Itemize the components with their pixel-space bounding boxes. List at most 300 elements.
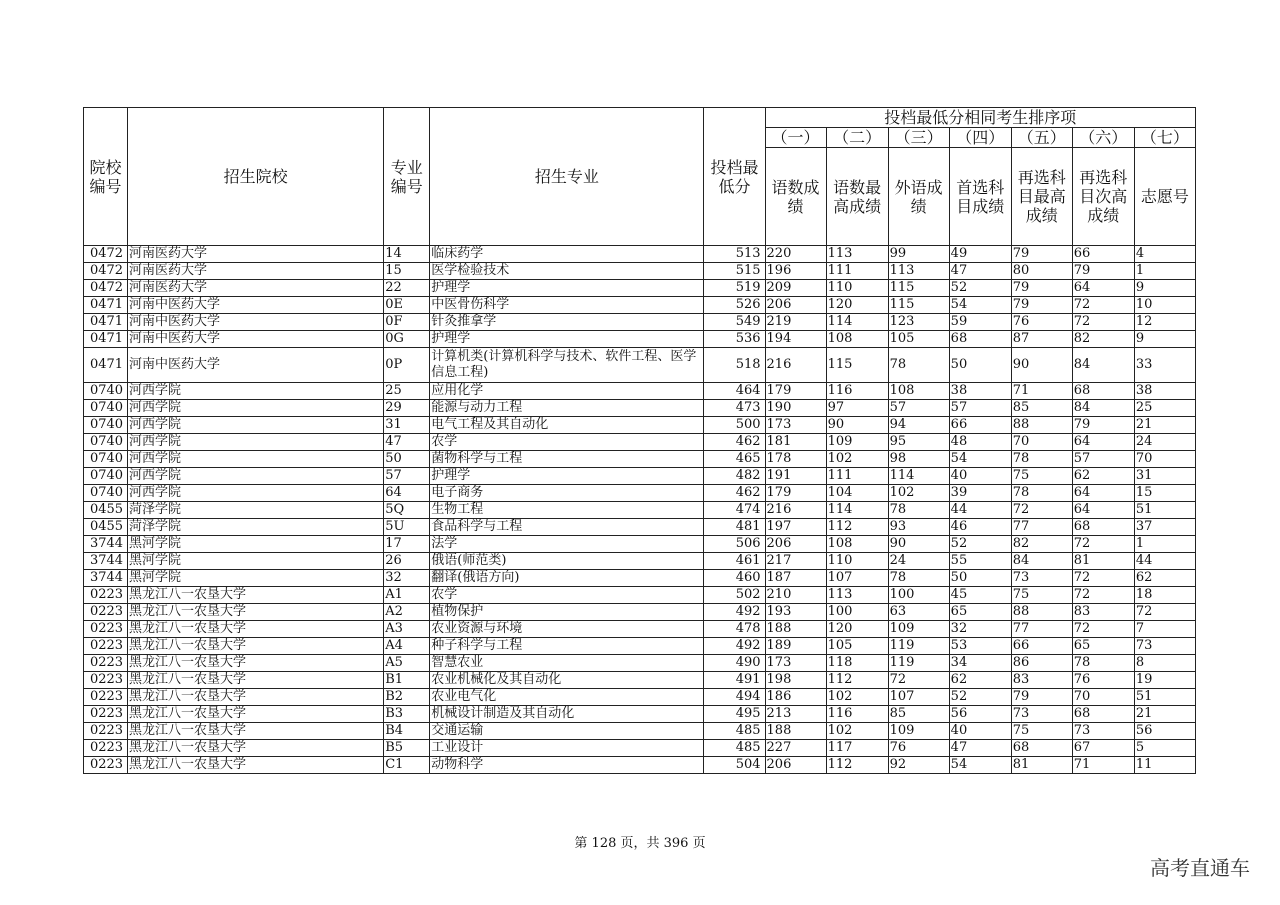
cell-major-name: 生物工程 [430, 502, 704, 519]
cell-major-code: 25 [384, 383, 430, 400]
cell-tie-1: 173 [765, 655, 826, 672]
cell-tie-7: 73 [1134, 638, 1195, 655]
cell-tie-3: 93 [888, 519, 949, 536]
cell-tie-5: 88 [1011, 417, 1072, 434]
cell-tie-4: 40 [949, 723, 1011, 740]
cell-min-score: 502 [704, 587, 765, 604]
cell-tie-4: 52 [949, 689, 1011, 706]
cell-tie-2: 112 [826, 672, 888, 689]
cell-college-code: 0223 [84, 723, 128, 740]
cell-tie-4: 54 [949, 297, 1011, 314]
cell-tie-2: 90 [826, 417, 888, 434]
cell-tie-6: 71 [1072, 757, 1134, 774]
cell-min-score: 464 [704, 383, 765, 400]
cell-tie-1: 186 [765, 689, 826, 706]
table-row [84, 621, 1196, 638]
cell-tie-1: 219 [765, 314, 826, 331]
cell-tie-2: 102 [826, 451, 888, 468]
table-row [84, 451, 1196, 468]
cell-college-name: 黑河学院 [128, 553, 384, 570]
cell-college-code: 0740 [84, 468, 128, 485]
cell-tie-1: 173 [765, 417, 826, 434]
cell-college-code: 0471 [84, 348, 128, 383]
cell-tie-2: 110 [826, 280, 888, 297]
cell-tie-5: 73 [1011, 570, 1072, 587]
table-row [84, 331, 1196, 348]
cell-min-score: 495 [704, 706, 765, 723]
cell-tie-7: 25 [1134, 400, 1195, 417]
table-row [84, 740, 1196, 757]
cell-min-score: 492 [704, 604, 765, 621]
cell-tie-4: 52 [949, 536, 1011, 553]
cell-tie-4: 50 [949, 348, 1011, 383]
cell-tie-1: 179 [765, 485, 826, 502]
table-row [84, 536, 1196, 553]
cell-tie-2: 104 [826, 485, 888, 502]
cell-tie-7: 21 [1134, 417, 1195, 434]
cell-tie-3: 119 [888, 655, 949, 672]
cell-tie-6: 72 [1072, 621, 1134, 638]
cell-major-code: 32 [384, 570, 430, 587]
cell-college-code: 0472 [84, 263, 128, 280]
cell-tie-2: 105 [826, 638, 888, 655]
table-row [84, 400, 1196, 417]
header-tie-label: 再选科目最高成绩 [1011, 148, 1072, 246]
cell-college-name: 河西学院 [128, 468, 384, 485]
cell-major-name: 能源与动力工程 [430, 400, 704, 417]
cell-tie-1: 206 [765, 297, 826, 314]
cell-tie-5: 80 [1011, 263, 1072, 280]
cell-college-code: 3744 [84, 553, 128, 570]
cell-tie-1: 187 [765, 570, 826, 587]
cell-tie-1: 216 [765, 348, 826, 383]
cell-tie-2: 102 [826, 689, 888, 706]
cell-college-code: 3744 [84, 570, 128, 587]
cell-tie-7: 18 [1134, 587, 1195, 604]
watermark: 高考直通车 [1150, 856, 1250, 880]
cell-tie-4: 57 [949, 400, 1011, 417]
cell-major-name: 俄语(师范类) [430, 553, 704, 570]
cell-tie-1: 179 [765, 383, 826, 400]
cell-tie-5: 72 [1011, 502, 1072, 519]
cell-tie-7: 1 [1134, 536, 1195, 553]
cell-college-code: 0223 [84, 621, 128, 638]
cell-tie-5: 75 [1011, 468, 1072, 485]
cell-tie-1: 217 [765, 553, 826, 570]
cell-tie-3: 98 [888, 451, 949, 468]
cell-tie-1: 191 [765, 468, 826, 485]
cell-tie-2: 107 [826, 570, 888, 587]
cell-college-code: 0471 [84, 331, 128, 348]
cell-tie-1: 189 [765, 638, 826, 655]
header-tie-number: （二） [826, 128, 888, 148]
cell-major-name: 农业电气化 [430, 689, 704, 706]
cell-tie-3: 114 [888, 468, 949, 485]
cell-tie-3: 109 [888, 621, 949, 638]
cell-tie-3: 63 [888, 604, 949, 621]
cell-tie-4: 66 [949, 417, 1011, 434]
cell-tie-6: 68 [1072, 519, 1134, 536]
cell-tie-4: 38 [949, 383, 1011, 400]
cell-tie-7: 37 [1134, 519, 1195, 536]
cell-tie-4: 45 [949, 587, 1011, 604]
cell-min-score: 485 [704, 740, 765, 757]
cell-tie-7: 9 [1134, 280, 1195, 297]
cell-min-score: 506 [704, 536, 765, 553]
cell-tie-6: 68 [1072, 706, 1134, 723]
cell-tie-4: 46 [949, 519, 1011, 536]
cell-tie-7: 44 [1134, 553, 1195, 570]
cell-college-name: 黑河学院 [128, 570, 384, 587]
cell-college-code: 0223 [84, 740, 128, 757]
table-row [84, 757, 1196, 774]
cell-tie-1: 194 [765, 331, 826, 348]
cell-tie-7: 1 [1134, 263, 1195, 280]
cell-major-name: 植物保护 [430, 604, 704, 621]
cell-college-name: 河西学院 [128, 383, 384, 400]
cell-tie-5: 70 [1011, 434, 1072, 451]
cell-tie-3: 85 [888, 706, 949, 723]
cell-college-code: 0223 [84, 689, 128, 706]
cell-tie-2: 111 [826, 263, 888, 280]
cell-tie-6: 62 [1072, 468, 1134, 485]
cell-major-code: 14 [384, 246, 430, 263]
cell-college-code: 0740 [84, 383, 128, 400]
cell-tie-6: 65 [1072, 638, 1134, 655]
cell-tie-7: 10 [1134, 297, 1195, 314]
cell-college-name: 菏泽学院 [128, 502, 384, 519]
cell-tie-7: 33 [1134, 348, 1195, 383]
cell-min-score: 462 [704, 434, 765, 451]
header-tie-number: （六） [1072, 128, 1134, 148]
header-tie-break-group: 投档最低分相同考生排序项 [765, 108, 1195, 128]
cell-college-name: 河西学院 [128, 485, 384, 502]
cell-tie-4: 55 [949, 553, 1011, 570]
cell-college-name: 黑龙江八一农垦大学 [128, 621, 384, 638]
cell-tie-4: 53 [949, 638, 1011, 655]
cell-tie-5: 85 [1011, 400, 1072, 417]
table-row [84, 434, 1196, 451]
table-row [84, 587, 1196, 604]
cell-tie-5: 71 [1011, 383, 1072, 400]
cell-min-score: 473 [704, 400, 765, 417]
cell-college-name: 河南医药大学 [128, 280, 384, 297]
cell-tie-4: 56 [949, 706, 1011, 723]
cell-tie-7: 38 [1134, 383, 1195, 400]
cell-min-score: 460 [704, 570, 765, 587]
cell-tie-6: 64 [1072, 502, 1134, 519]
cell-tie-6: 83 [1072, 604, 1134, 621]
cell-college-code: 0471 [84, 314, 128, 331]
cell-college-name: 河南医药大学 [128, 263, 384, 280]
cell-major-name: 中医骨伤科学 [430, 297, 704, 314]
cell-tie-7: 5 [1134, 740, 1195, 757]
cell-tie-4: 48 [949, 434, 1011, 451]
cell-college-name: 河西学院 [128, 451, 384, 468]
cell-tie-5: 76 [1011, 314, 1072, 331]
cell-college-code: 0740 [84, 417, 128, 434]
cell-major-name: 电气工程及其自动化 [430, 417, 704, 434]
cell-tie-1: 197 [765, 519, 826, 536]
cell-major-code: B1 [384, 672, 430, 689]
cell-tie-6: 81 [1072, 553, 1134, 570]
cell-college-code: 0740 [84, 451, 128, 468]
cell-tie-7: 56 [1134, 723, 1195, 740]
cell-tie-7: 31 [1134, 468, 1195, 485]
cell-tie-4: 54 [949, 451, 1011, 468]
cell-tie-6: 72 [1072, 587, 1134, 604]
cell-college-name: 黑龙江八一农垦大学 [128, 689, 384, 706]
cell-tie-2: 113 [826, 587, 888, 604]
table-row [84, 485, 1196, 502]
header-tie-number: （五） [1011, 128, 1072, 148]
cell-tie-7: 51 [1134, 502, 1195, 519]
cell-college-code: 0472 [84, 246, 128, 263]
table-row [84, 297, 1196, 314]
cell-tie-5: 78 [1011, 451, 1072, 468]
cell-tie-2: 97 [826, 400, 888, 417]
cell-tie-3: 99 [888, 246, 949, 263]
cell-major-code: 0G [384, 331, 430, 348]
cell-tie-7: 21 [1134, 706, 1195, 723]
cell-college-code: 0223 [84, 604, 128, 621]
cell-major-name: 翻译(俄语方向) [430, 570, 704, 587]
cell-major-code: A5 [384, 655, 430, 672]
cell-min-score: 504 [704, 757, 765, 774]
cell-major-code: A1 [384, 587, 430, 604]
cell-major-code: 0P [384, 348, 430, 383]
table-body [84, 246, 1196, 774]
cell-tie-6: 72 [1072, 297, 1134, 314]
cell-college-code: 0223 [84, 672, 128, 689]
cell-college-name: 河西学院 [128, 400, 384, 417]
cell-tie-3: 109 [888, 723, 949, 740]
cell-tie-6: 82 [1072, 331, 1134, 348]
cell-tie-6: 72 [1072, 536, 1134, 553]
cell-major-name: 智慧农业 [430, 655, 704, 672]
cell-tie-3: 76 [888, 740, 949, 757]
cell-tie-1: 206 [765, 757, 826, 774]
cell-college-name: 黑河学院 [128, 536, 384, 553]
cell-tie-4: 34 [949, 655, 1011, 672]
cell-tie-2: 108 [826, 536, 888, 553]
cell-tie-2: 118 [826, 655, 888, 672]
table-row [84, 502, 1196, 519]
cell-major-name: 农学 [430, 434, 704, 451]
cell-major-name: 护理学 [430, 468, 704, 485]
cell-college-code: 0223 [84, 587, 128, 604]
cell-tie-2: 116 [826, 706, 888, 723]
cell-tie-3: 78 [888, 570, 949, 587]
cell-min-score: 462 [704, 485, 765, 502]
cell-tie-3: 102 [888, 485, 949, 502]
cell-tie-1: 216 [765, 502, 826, 519]
cell-college-name: 河南中医药大学 [128, 331, 384, 348]
cell-major-code: A3 [384, 621, 430, 638]
cell-tie-6: 57 [1072, 451, 1134, 468]
table-row [84, 280, 1196, 297]
cell-college-name: 河西学院 [128, 434, 384, 451]
cell-major-code: 31 [384, 417, 430, 434]
table-row [84, 570, 1196, 587]
page-number: 第 128 页，共 396 页 [574, 836, 706, 851]
cell-tie-6: 78 [1072, 655, 1134, 672]
cell-tie-4: 49 [949, 246, 1011, 263]
table-row [84, 672, 1196, 689]
cell-min-score: 515 [704, 263, 765, 280]
header-tie-label: 外语成绩 [888, 148, 949, 246]
cell-major-code: B3 [384, 706, 430, 723]
cell-tie-3: 57 [888, 400, 949, 417]
header-tie-label: 首选科目成绩 [949, 148, 1011, 246]
cell-college-code: 0223 [84, 706, 128, 723]
cell-tie-4: 65 [949, 604, 1011, 621]
cell-tie-1: 220 [765, 246, 826, 263]
cell-min-score: 519 [704, 280, 765, 297]
header-tie-number: （三） [888, 128, 949, 148]
cell-tie-2: 116 [826, 383, 888, 400]
cell-tie-1: 210 [765, 587, 826, 604]
cell-major-name: 交通运输 [430, 723, 704, 740]
cell-tie-4: 47 [949, 263, 1011, 280]
cell-tie-2: 110 [826, 553, 888, 570]
cell-major-code: 22 [384, 280, 430, 297]
cell-major-code: C1 [384, 757, 430, 774]
cell-tie-6: 73 [1072, 723, 1134, 740]
cell-major-name: 种子科学与工程 [430, 638, 704, 655]
cell-tie-3: 123 [888, 314, 949, 331]
header-major-code: 专业编号 [384, 108, 430, 246]
cell-tie-5: 81 [1011, 757, 1072, 774]
table-row [84, 348, 1196, 383]
cell-min-score: 461 [704, 553, 765, 570]
cell-tie-4: 52 [949, 280, 1011, 297]
cell-tie-4: 32 [949, 621, 1011, 638]
cell-major-code: 50 [384, 451, 430, 468]
table-row [84, 723, 1196, 740]
cell-college-code: 0471 [84, 297, 128, 314]
header-college-name: 招生院校 [128, 108, 384, 246]
cell-tie-3: 95 [888, 434, 949, 451]
table-row [84, 383, 1196, 400]
cell-major-code: 64 [384, 485, 430, 502]
cell-tie-6: 66 [1072, 246, 1134, 263]
cell-tie-3: 119 [888, 638, 949, 655]
admission-score-table [83, 107, 1196, 774]
cell-tie-2: 112 [826, 757, 888, 774]
cell-tie-2: 112 [826, 519, 888, 536]
cell-tie-7: 15 [1134, 485, 1195, 502]
cell-major-name: 医学检验技术 [430, 263, 704, 280]
cell-tie-1: 193 [765, 604, 826, 621]
cell-tie-5: 88 [1011, 604, 1072, 621]
cell-min-score: 490 [704, 655, 765, 672]
cell-tie-6: 64 [1072, 434, 1134, 451]
cell-major-code: 57 [384, 468, 430, 485]
table-row [84, 604, 1196, 621]
cell-college-code: 3744 [84, 536, 128, 553]
cell-major-code: A2 [384, 604, 430, 621]
cell-tie-6: 79 [1072, 417, 1134, 434]
cell-tie-5: 73 [1011, 706, 1072, 723]
cell-tie-3: 72 [888, 672, 949, 689]
cell-tie-5: 77 [1011, 519, 1072, 536]
cell-tie-4: 59 [949, 314, 1011, 331]
cell-major-name: 农学 [430, 587, 704, 604]
cell-major-name: 菌物科学与工程 [430, 451, 704, 468]
cell-tie-1: 209 [765, 280, 826, 297]
cell-tie-3: 100 [888, 587, 949, 604]
cell-min-score: 481 [704, 519, 765, 536]
cell-tie-2: 102 [826, 723, 888, 740]
cell-tie-2: 115 [826, 348, 888, 383]
cell-tie-5: 78 [1011, 485, 1072, 502]
cell-college-name: 河南中医药大学 [128, 314, 384, 331]
cell-tie-3: 113 [888, 263, 949, 280]
cell-major-code: A4 [384, 638, 430, 655]
cell-min-score: 491 [704, 672, 765, 689]
cell-tie-1: 178 [765, 451, 826, 468]
cell-major-code: 29 [384, 400, 430, 417]
table-row [84, 417, 1196, 434]
cell-tie-3: 108 [888, 383, 949, 400]
cell-tie-5: 75 [1011, 587, 1072, 604]
cell-tie-6: 76 [1072, 672, 1134, 689]
cell-min-score: 536 [704, 331, 765, 348]
cell-tie-6: 67 [1072, 740, 1134, 757]
header-tie-label: 志愿号 [1134, 148, 1195, 246]
header-tie-number: （七） [1134, 128, 1195, 148]
cell-tie-3: 115 [888, 280, 949, 297]
cell-tie-3: 107 [888, 689, 949, 706]
cell-tie-1: 198 [765, 672, 826, 689]
cell-tie-6: 72 [1072, 314, 1134, 331]
cell-tie-5: 79 [1011, 297, 1072, 314]
table-row [84, 519, 1196, 536]
cell-tie-6: 64 [1072, 485, 1134, 502]
cell-college-name: 黑龙江八一农垦大学 [128, 587, 384, 604]
cell-tie-5: 77 [1011, 621, 1072, 638]
table-row [84, 246, 1196, 263]
cell-tie-6: 72 [1072, 570, 1134, 587]
cell-college-name: 河南中医药大学 [128, 348, 384, 383]
cell-tie-3: 115 [888, 297, 949, 314]
header-major-name: 招生专业 [430, 108, 704, 246]
table-row [84, 655, 1196, 672]
header-tie-label: 再选科目次高成绩 [1072, 148, 1134, 246]
table-row [84, 706, 1196, 723]
table-row [84, 689, 1196, 706]
cell-college-name: 黑龙江八一农垦大学 [128, 638, 384, 655]
cell-min-score: 526 [704, 297, 765, 314]
cell-college-name: 黑龙江八一农垦大学 [128, 723, 384, 740]
cell-tie-7: 51 [1134, 689, 1195, 706]
cell-college-code: 0740 [84, 434, 128, 451]
header-min-score: 投档最低分 [704, 108, 765, 246]
header-tie-label: 语数成绩 [765, 148, 826, 246]
cell-tie-1: 181 [765, 434, 826, 451]
cell-tie-1: 206 [765, 536, 826, 553]
cell-tie-7: 70 [1134, 451, 1195, 468]
cell-tie-2: 100 [826, 604, 888, 621]
cell-tie-5: 66 [1011, 638, 1072, 655]
cell-major-name: 临床药学 [430, 246, 704, 263]
cell-min-score: 482 [704, 468, 765, 485]
cell-tie-7: 62 [1134, 570, 1195, 587]
cell-tie-6: 68 [1072, 383, 1134, 400]
cell-tie-6: 84 [1072, 348, 1134, 383]
cell-major-name: 食品科学与工程 [430, 519, 704, 536]
